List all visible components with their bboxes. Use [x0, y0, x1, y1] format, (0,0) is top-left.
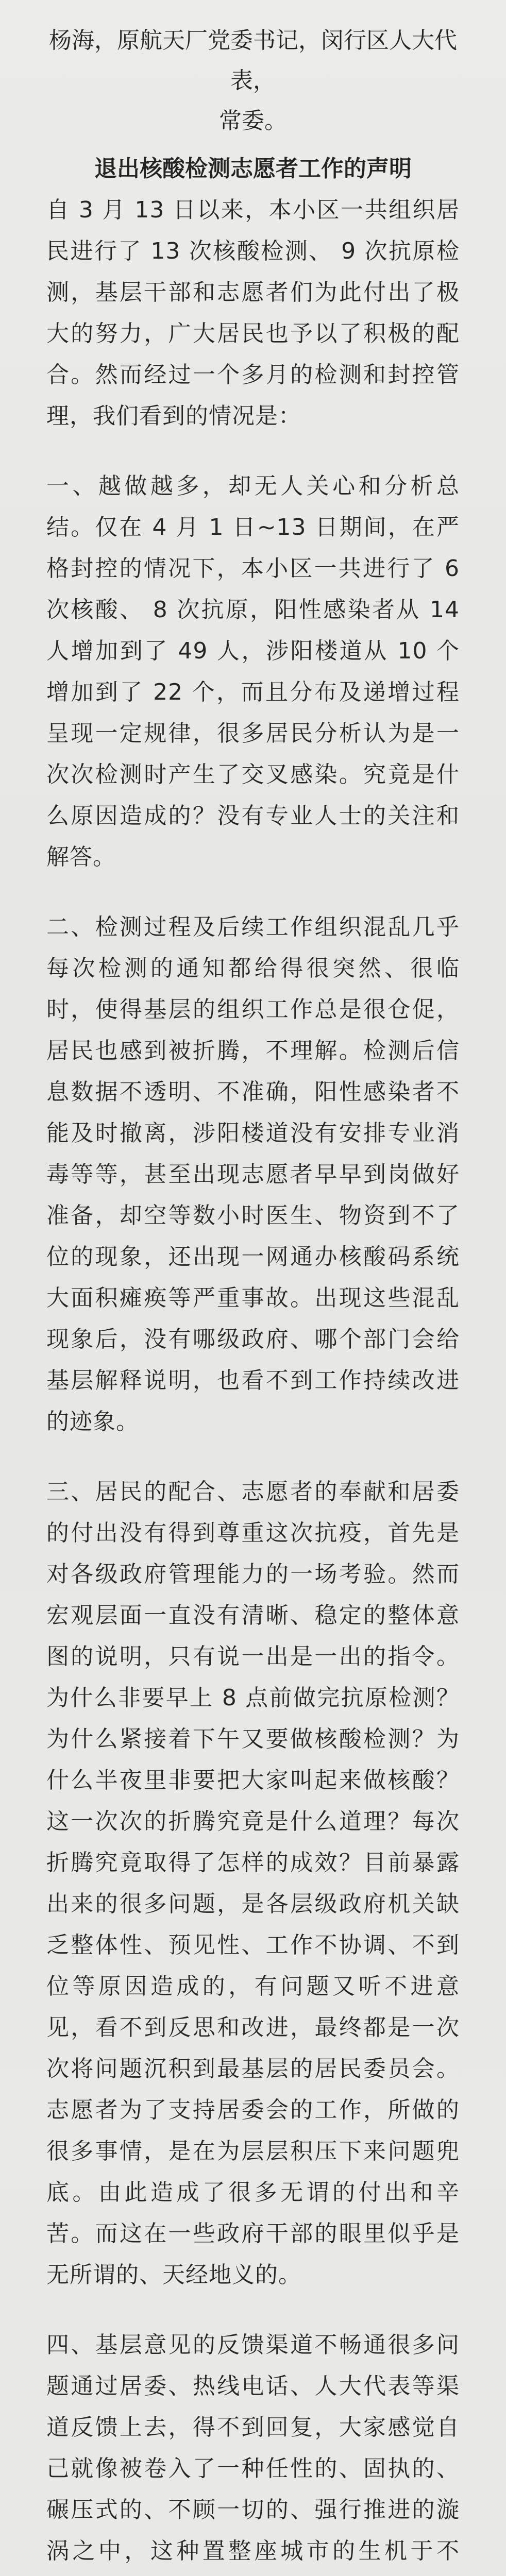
section-2-paragraph: 二、检测过程及后续工作组织混乱几乎每次检测的通知都给得很突然、很临时，使得基层的组织工作总是很仓促，居民也感到被折腾，不理解。检测后信息数据不透明、不准确，阳性感染者不能及时撤离，涉阳楼道没有安排专业消毒等等，甚至出现志愿者早早到岗做好准备，却空等数小时医生、物资到不了位的现象，还出现一网通办核酸码系统大面积瘫痪等严重事故。出现这些混乱现象后，没有哪级政府、哪个部门会给基层解释说明，也看不到工作持续改进的迹象。 — [46, 914, 460, 1435]
section-spacer — [46, 1443, 460, 1471]
headline — [46, 21, 460, 141]
section-spacer — [46, 2296, 460, 2325]
section-3-paragraph: 三、居民的配合、志愿者的奉献和居委的付出没有得到尊重这次抗疫，首先是对各级政府管理能力的一场考验。然而宏观层面一直没有清晰、稳定的整体意图的说明，只有说一出是一出的指令。为什么非要早上 8 点前做完抗原检测？为什么紧接着下午又要做核酸检测？为什么半夜里非要把大家叫起来做核酸？这一次次的折腾究竟是什么道理？每次折腾究竟取得了怎样的成效？目前暴露出来的很多问题，是各层级政府机关缺乏整体性、预见性、工作不协调、不到位等原因造成的，有问题又听不进意见，看不到反思和改进，最终都是一次次将问题沉积到最基层的居民委员会。志愿者为了支持居委会的工作，所做的很多事情，是在为层层积压下来问题兜底。由此造成了很多无谓的付出和辛苦。而这在一些政府干部的眼里似乎是无所谓的、天经地义的。 — [46, 1479, 460, 2288]
section-spacer — [46, 437, 460, 466]
section-1-paragraph: 一、越做越多，却无人关心和分析总结。仅在 4 月 1 日~13 日期间，在严格封控的情况下，本小区一共进行了 6 次核酸、 8 次抗原，阳性感染者从 14 人增加到了 49 人，涉阳楼道从 10 个增加到了 22 个，而且分布及递增过程呈现一定规律，很多居民分析认为是一次次检测时产生了交叉感染。究竟是什么原因造成的？没有专业人士的关注和解答。 — [46, 473, 460, 870]
document-title: 退出核酸检测志愿者工作的声明 — [94, 156, 412, 182]
headline-line-1: 杨海，原航天厂党委书记，闵行区人大代表， — [49, 27, 457, 94]
headline-line-2: 常委。 — [219, 108, 287, 134]
section-4-paragraph: 四、基层意见的反馈渠道不畅通很多问题通过居委、热线电话、人大代表等渠道反馈上去，得不到回复，大家感觉自己就像被卷入了一种任性的、固执的、碾压式的、不顾一切的、强行推进的漩涡之中，这种置整座城市的生机于不 — [46, 2332, 460, 2564]
intro-paragraph: 自 3 月 13 日以来，本小区一共组织居民进行了 13 次核酸检测、 9 次抗原检测，基层干部和志愿者们为此付出了极大的努力，广大居民也予以了积极的配合。然而经过一个多月的检测和封控管理，我们看到的情况是： — [46, 197, 460, 429]
section-spacer — [46, 878, 460, 907]
